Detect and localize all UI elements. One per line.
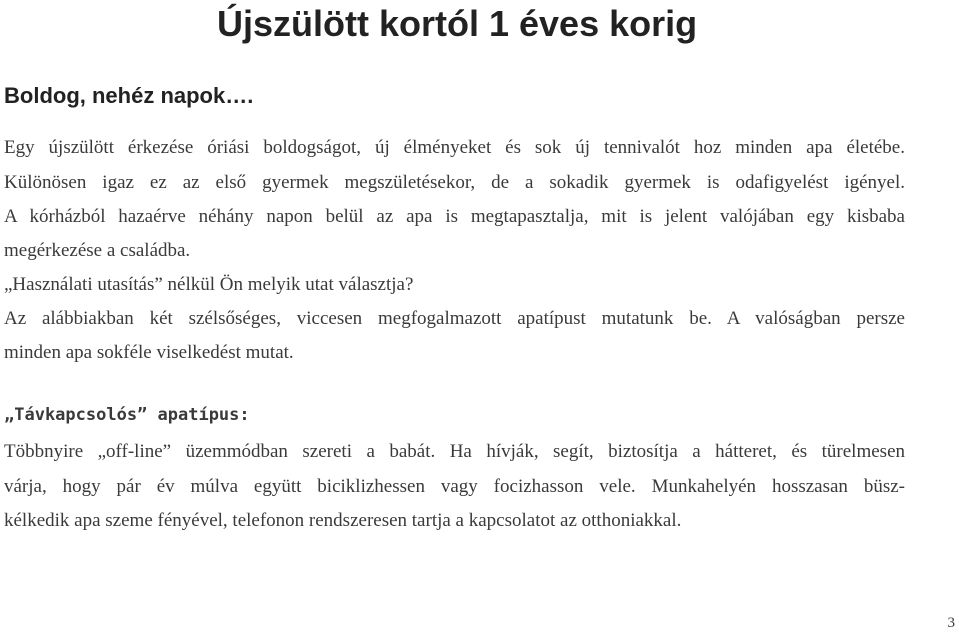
section-subtitle: Boldog, nehéz napok….: [4, 83, 254, 108]
text-line: „Használati utasítás” nélkül Ön melyik utat választja?: [4, 274, 414, 295]
section-heading: „Távkapcsolós” apatípus:: [4, 405, 250, 425]
text-line: várja, hogy pár év múlva együtt biciklizhessen vagy focizhasson vele. Munkahelyén hosszasan büsz-: [4, 476, 905, 497]
text-line: megérkezése a családba.: [4, 240, 191, 261]
page-number: 3: [947, 615, 955, 631]
text-line: minden apa sokféle viselkedést mutat.: [4, 342, 294, 363]
text-line: kélkedik apa szeme fényével, telefonon rendszeresen tartja a kapcsolatot az otthoniakkal.: [4, 510, 682, 531]
text-line: Különösen igaz ez az első gyermek megszületésekor, de a sokadik gyermek is odafigyelést igényel.: [4, 172, 905, 193]
text-line: Többnyire „off-line” üzemmódban szereti a babát. Ha hívják, segít, biztosítja a hátteret, és türelmesen: [4, 441, 905, 462]
text-line: Az alábbiakban két szélsőséges, viccesen megfogalmazott apatípust mutatunk be. A valóságban persze: [4, 308, 905, 329]
text-line: A kórházból hazaérve néhány napon belül az apa is megtapasztalja, mit is jelent valójában egy kisbaba: [4, 206, 905, 227]
text-line: Egy újszülött érkezése óriási boldogságot, új élményeket és sok új tennivalót hoz minden apa életébe.: [4, 137, 905, 158]
page-title: Újszülött kortól 1 éves korig: [217, 3, 698, 44]
